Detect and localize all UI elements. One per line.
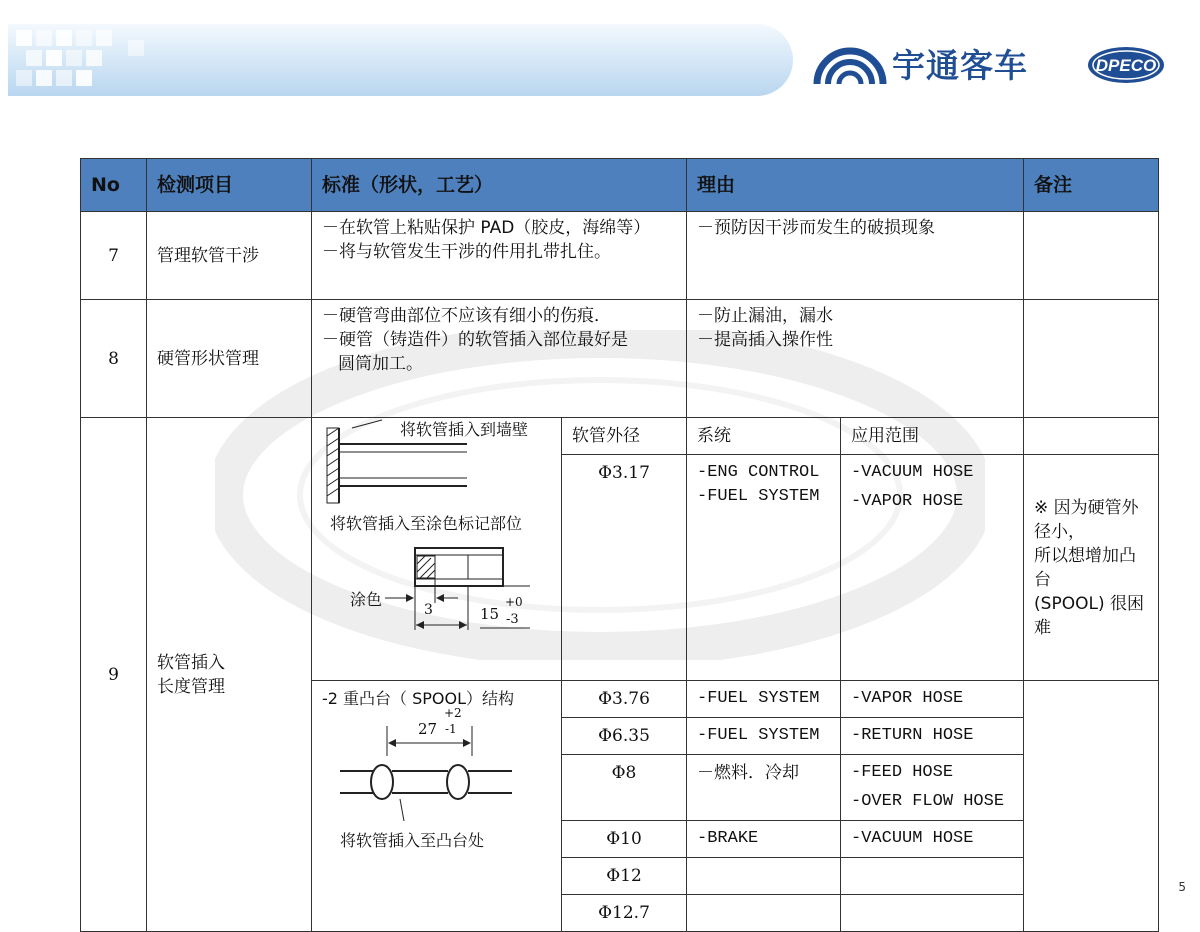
row9-item (147, 418, 312, 932)
system-12 (687, 858, 841, 895)
dimension-3: 3 (424, 602, 433, 618)
system-3-17-line2: -FUEL SYSTEM (697, 487, 820, 506)
inspection-table (80, 158, 1159, 932)
tolerance-minus-3: -3 (506, 612, 519, 627)
row7-no: 7 (81, 212, 147, 300)
range-6-35: -RETURN HOSE (841, 718, 1024, 755)
row8-standard (312, 300, 687, 418)
diameter-12: Φ12 (562, 858, 687, 895)
header-standard: 标准（形状，工艺） (312, 159, 687, 212)
dimension-15: 15 (480, 605, 500, 623)
range-10: -VACUUM HOSE (841, 821, 1024, 858)
range-8-line1: -FEED HOSE (851, 763, 954, 782)
row9-note (1024, 455, 1159, 681)
subheader-range: 应用范围 (841, 418, 1024, 455)
spool-structure-title: -2 重凸台（ SPOOL）结构 (322, 689, 515, 708)
row9-item-line2: 长度管理 (157, 676, 225, 697)
range-3-17 (841, 455, 1024, 681)
row7-standard (312, 212, 687, 300)
wall-insertion-diagram (312, 418, 562, 680)
row8-note (1024, 300, 1159, 418)
note-line3: (SPOOL) 很困难 (1034, 593, 1144, 638)
row7-standard-line1: －在软管上粘贴保护 PAD（胶皮，海绵等） (322, 218, 651, 238)
dpeco-logo-text: DPECO (1095, 56, 1157, 75)
label-insert-to-wall: 将软管插入到墙壁 (400, 420, 529, 439)
diagram2 (312, 681, 561, 861)
row9-diagram1-cell (312, 418, 562, 681)
label-insert-to-spool: 将软管插入至凸台处 (340, 831, 485, 850)
range-3-17-line2: -VAPOR HOSE (851, 492, 964, 511)
table-row-8 (81, 300, 1159, 418)
row8-standard-line1: －硬管弯曲部位不应该有细小的伤痕． (322, 306, 611, 326)
page-number: 5 (1178, 880, 1186, 894)
row9-note-top (1024, 418, 1159, 455)
tolerance-plus-0: +0 (505, 595, 523, 609)
row8-no: 8 (81, 300, 147, 418)
tolerance-plus-2: +2 (444, 706, 462, 720)
row7-item: 管理软管干涉 (147, 212, 312, 300)
system-3-17 (687, 455, 841, 681)
row7-standard-line2: －将与软管发生干涉的件用扎带扎住。 (322, 242, 611, 262)
yutong-logo-icon (813, 38, 887, 88)
diameter-3-76: Φ3.76 (562, 681, 687, 718)
company-logo-text: 宇通客车 (892, 46, 1028, 85)
dimension-27: 27 (418, 720, 438, 738)
row9-diagram2-cell (312, 681, 562, 932)
system-3-76: -FUEL SYSTEM (687, 681, 841, 718)
dpeco-logo (1086, 45, 1166, 85)
header-item: 检测项目 (147, 159, 312, 212)
row8-reason-line1: －防止漏油，漏水 (697, 306, 834, 326)
row9-item-line1: 软管插入 (157, 652, 225, 673)
label-insert-to-paint-mark: 将软管插入至涂色标记部位 (330, 514, 523, 533)
header-note: 备注 (1024, 159, 1159, 212)
label-paint: 涂色 (350, 590, 383, 609)
range-12 (841, 858, 1024, 895)
range-3-17-line1: -VACUUM HOSE (851, 463, 974, 482)
tolerance-minus-1: -1 (445, 722, 457, 736)
system-12-7 (687, 895, 841, 932)
row8-standard-line3: 圆筒加工。 (338, 354, 423, 374)
row8-reason-line2: －提高插入操作性 (697, 330, 834, 350)
system-10: -BRAKE (687, 821, 841, 858)
diagram1 (312, 418, 561, 680)
range-12-7 (841, 895, 1024, 932)
diameter-6-35: Φ6.35 (562, 718, 687, 755)
row8-item: 硬管形状管理 (147, 300, 312, 418)
diameter-3-17: Φ3.17 (562, 455, 687, 681)
row9-no: 9 (81, 418, 147, 932)
range-8 (841, 755, 1024, 821)
subheader-diameter: 软管外径 (562, 418, 687, 455)
diameter-10: Φ10 (562, 821, 687, 858)
diameter-8: Φ8 (562, 755, 687, 821)
system-3-17-line1: -ENG CONTROL (697, 463, 820, 482)
diameter-12-7: Φ12.7 (562, 895, 687, 932)
table-header-row (81, 159, 1159, 212)
header-no: No (81, 159, 147, 212)
range-8-line2: -OVER FLOW HOSE (851, 792, 1005, 811)
row7-note (1024, 212, 1159, 300)
system-8: －燃料．冷却 (687, 755, 841, 821)
row8-standard-line2: －硬管（铸造件）的软管插入部位最好是 (322, 330, 628, 350)
note-line2: 所以想增加凸台 (1034, 545, 1137, 590)
subheader-system: 系统 (687, 418, 841, 455)
note-line1: ※ 因为硬管外径小， (1034, 497, 1139, 542)
table-row-9-subheader (81, 418, 1159, 455)
row7-reason: －预防因干涉而发生的破损现象 (687, 212, 1024, 300)
system-6-35: -FUEL SYSTEM (687, 718, 841, 755)
row9-note-bottom (1024, 681, 1159, 932)
decorative-squares (8, 24, 168, 96)
table-row-7 (81, 212, 1159, 300)
range-3-76: -VAPOR HOSE (841, 681, 1024, 718)
header-reason: 理由 (687, 159, 1024, 212)
row8-reason (687, 300, 1024, 418)
